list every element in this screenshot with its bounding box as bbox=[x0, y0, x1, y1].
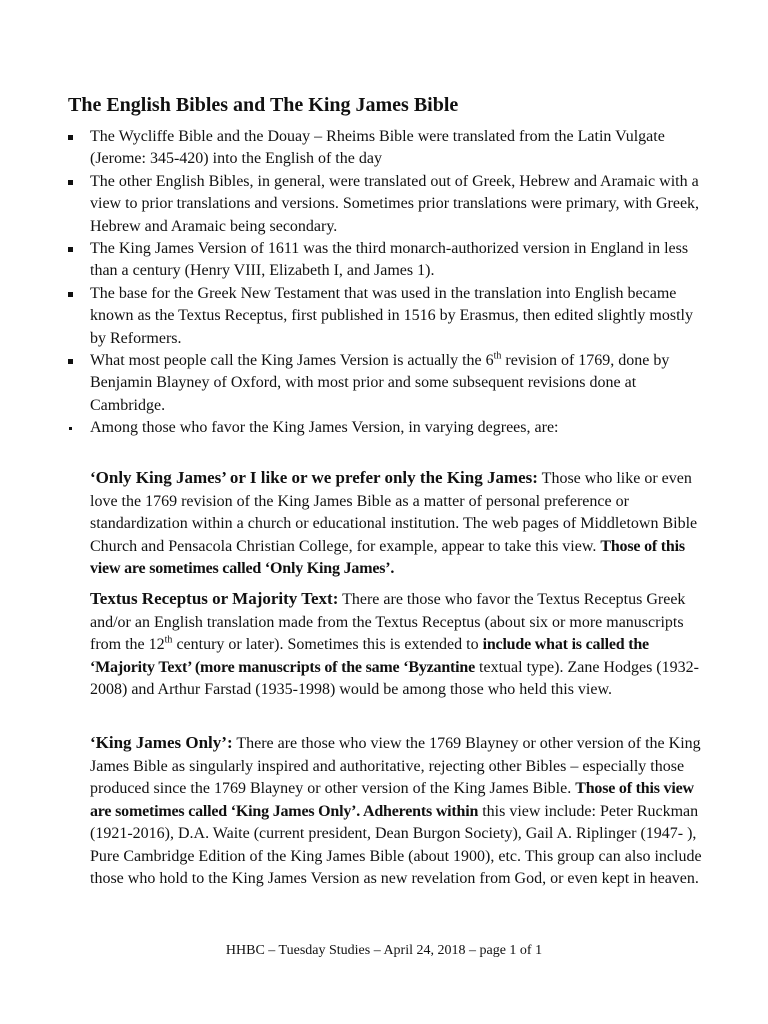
bullet-text-part: What most people call the King James Version is actually the 6 bbox=[90, 352, 494, 370]
bullet-text: The Wycliffe Bible and the Douay – Rheims Bible were translated from the Latin Vulgate (Jerome: 345-420) into the English of the day bbox=[90, 128, 665, 168]
superscript: th bbox=[493, 350, 502, 362]
small-bullet-icon bbox=[69, 427, 72, 430]
bullet-item-textus-receptus bbox=[68, 283, 708, 350]
superscript: th bbox=[164, 634, 173, 646]
section-body: textual type). Zane Hodges (1932-2008) and Arthur Farstad (1935-1998) would be among those who held this view. bbox=[90, 658, 699, 698]
bullet-item-kjv-1611 bbox=[68, 238, 708, 283]
section-body: There are those who favor the Textus Receptus Greek and/or an English translation made from the Textus Receptus (about six or more manuscripts from the 12 bbox=[90, 591, 686, 653]
bullet-text-part: revision of 1769, done by Benjamin Blayney of Oxford, with most prior and some subsequent revisions done at Cambridge. bbox=[90, 352, 670, 414]
section-only-king-james bbox=[90, 467, 704, 581]
section-textus-receptus bbox=[90, 588, 704, 702]
section-heading: ‘King James Only’: bbox=[90, 733, 233, 752]
section-heading: Textus Receptus or Majority Text: bbox=[90, 589, 339, 608]
square-bullet-icon bbox=[68, 292, 73, 297]
section-king-james-only bbox=[90, 732, 704, 891]
bullet-text bbox=[90, 352, 669, 414]
square-bullet-icon bbox=[68, 180, 73, 185]
bullet-text: The King James Version of 1611 was the third monarch-authorized version in England in less than a century (Henry VIII, Elizabeth I, and James 1). bbox=[90, 240, 689, 280]
square-bullet-icon bbox=[68, 135, 73, 140]
bullet-item-varying-degrees bbox=[68, 417, 708, 439]
section-body: century or later). Sometimes this is extended to bbox=[172, 636, 483, 653]
section-heading: ‘Only King James’ or I like or we prefer only the King James: bbox=[90, 468, 538, 487]
bullet-item-other-bibles bbox=[68, 171, 708, 238]
document-title: The English Bibles and The King James Bible bbox=[68, 94, 459, 116]
section-body: Those who like or even love the 1769 revision of the King James Bible as a matter of personal preference or standardization within a church or educational institution. The web pages of Middletown Bible Church and Pensacola Christian College, for example, appear to take this view. bbox=[90, 470, 698, 555]
bullet-item-1769-revision bbox=[68, 350, 708, 417]
bullet-text: The other English Bibles, in general, were translated out of Greek, Hebrew and Aramaic with a view to prior translations and versions. Sometimes prior translations were primary, with Greek, Hebrew and Aramaic being secondary. bbox=[90, 172, 700, 235]
section-body: There are those who view the 1769 Blayney or other version of the King James Bible as singularly inspired and authoritative, rejecting other Bibles – especially those produced since the 1769 Blayney or other version of the King James Bible. bbox=[90, 735, 701, 797]
bullet-text: Among those who favor the King James Version, in varying degrees, are: bbox=[90, 419, 559, 437]
section-body: this view include: Peter Ruckman (1921-2016), D.A. Waite (current president, Dean Burgon Society), Gail A. Riplinger (1947- ), Pure Cambridge Edition of the King James Bible (about 1900), etc. This group can also include those who hold to the King James Version as new revelation from God, or even kept in heaven. bbox=[90, 802, 702, 887]
bullet-list bbox=[68, 126, 708, 440]
bullet-item-wycliffe bbox=[68, 126, 708, 171]
section-emphasis: Those of this view are sometimes called ‘King James Only’. Adherents within bbox=[90, 780, 694, 820]
square-bullet-icon bbox=[68, 247, 73, 252]
section-emphasis: include what is called the ‘Majority Text’ (more manuscripts of the same ‘Byzantine bbox=[90, 636, 649, 676]
section-emphasis: Those of this view are sometimes called ‘Only King James’. bbox=[90, 537, 685, 577]
bullet-text: The base for the Greek New Testament that was used in the translation into English became known as the Textus Receptus, first published in 1516 by Erasmus, then edited slightly mostly by Reformers. bbox=[90, 284, 693, 347]
square-bullet-icon bbox=[68, 359, 73, 364]
page-footer: HHBC – Tuesday Studies – April 24, 2018 – page 1 of 1 bbox=[225, 943, 543, 958]
